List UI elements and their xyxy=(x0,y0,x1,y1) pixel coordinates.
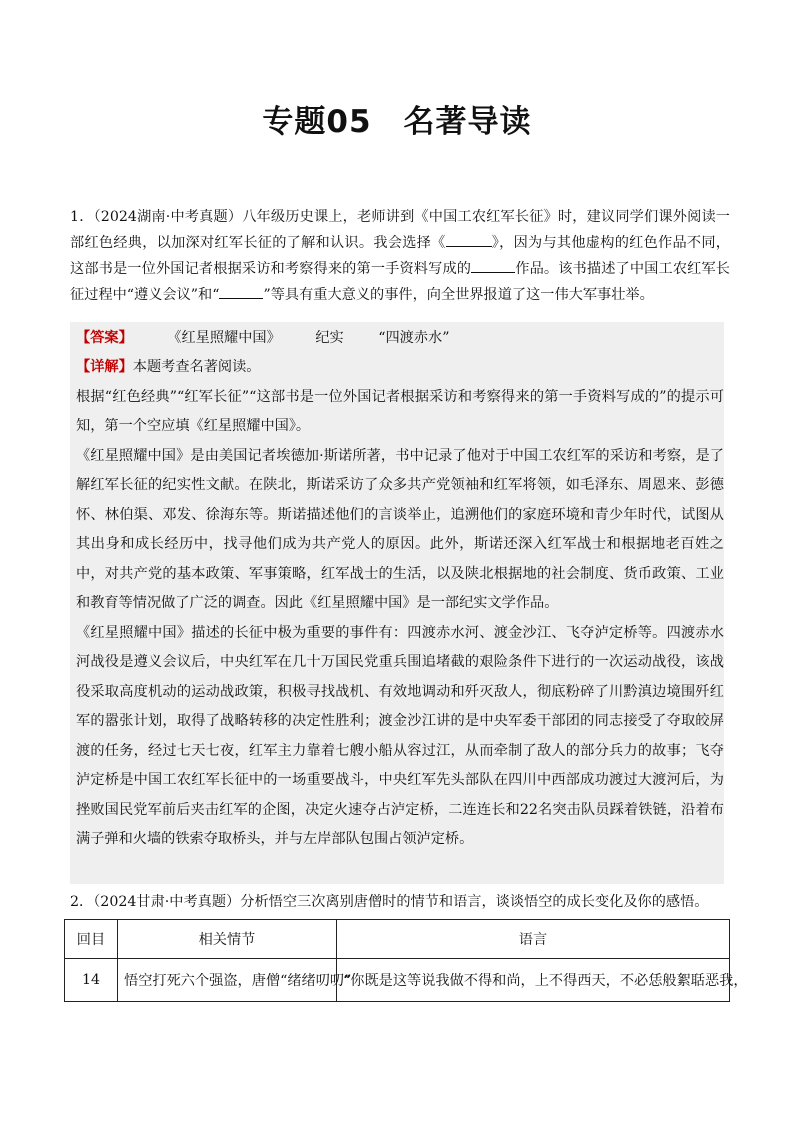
question-text: 》，因为与其他虚构的红色作品不同，这部书是一位外国记者根据采访和考察得来的第一手资料写成的 xyxy=(70,235,730,277)
answer-item: 《红星照耀中国》 xyxy=(167,330,281,346)
question-source: （2024湖南·中考真题） xyxy=(93,209,243,225)
question-1 xyxy=(70,204,730,308)
answer-blank xyxy=(219,298,263,299)
table-cell: 14 xyxy=(65,959,118,1002)
page-title: 专题05 名著导读 xyxy=(262,104,532,140)
detail-intro-text: 本题考查名著阅读。 xyxy=(132,359,261,375)
detail-intro xyxy=(76,353,724,383)
question-number: 1． xyxy=(70,209,94,225)
table-header-row xyxy=(65,920,730,959)
analysis-table xyxy=(64,919,748,1002)
table-header: 相关情节 xyxy=(118,920,337,959)
question-2 xyxy=(70,889,730,915)
table-cell xyxy=(337,959,748,1002)
table-row xyxy=(65,959,730,1002)
answer-blank xyxy=(446,246,492,247)
detail-label: 【详解】 xyxy=(76,359,133,375)
detail-paragraph: 《红星照耀中国》是由美国记者埃德加·斯诺所著，书中记录了他对于中国工农红军的采访和考察，是了解红军长征的纪实性文献。在陕北，斯诺采访了众多共产党领袖和红军将领，如毛泽东、周恩来、彭德怀、林伯渠、邓发、徐海东等。斯诺描述他们的言谈举止，追溯他们的家庭环境和青少年时代，试图从其出身和成长经历中，找寻他们成为共产党人的原因。此外，斯诺还深入红军战士和根据地老百姓之中，对共产党的基本政策、军事策略，红军战士的生活，以及陕北根据地的社会制度、货币政策、工业和教育等情况做了广泛的调查。因此《红星照耀中国》是一部纪实文学作品。 xyxy=(76,447,724,611)
table-cell-text: 悟空打死六个强盗，唐僧“绪绪叨叨” xyxy=(124,973,352,989)
question-text: 分析悟空三次离别唐僧时的情节和语言，谈谈悟空的成长变化及你的感悟。 xyxy=(240,894,709,910)
question-text: 八年级历史课上，老师讲到《中国工农红军长征》时，建议同学们课外阅读一部红色经典，以加深对红军长征的了解和认识。我会选择《 xyxy=(70,209,730,251)
table-cell-text: “你既是这等说我做不得和尚，上不得西天，不必恁般絮聒恶我， xyxy=(343,973,748,989)
detail-paragraph: 根据“红色经典”“红军长征”“这部书是一位外国记者根据采访和考察得来的第一手资料写成的”的提示可知，第一个空应填《红星照耀中国》。 xyxy=(76,388,724,434)
table-header: 语言 xyxy=(337,920,730,959)
table-header: 回目 xyxy=(65,920,118,959)
question-number: 2． xyxy=(70,894,94,910)
answer-label: 【答案】 xyxy=(76,330,133,346)
question-source: （2024甘肃·中考真题） xyxy=(93,894,241,910)
answer-item: 纪实 xyxy=(315,330,344,346)
detail-paragraph: 《红星照耀中国》描述的长征中极为重要的事件有：四渡赤水河、渡金沙江、飞夺泸定桥等。四渡赤水河战役是遵义会议后，中央红军在几十万国民党重兵围追堵截的艰险条件下进行的一次运动战役，该战役采取高度机动的运动战政策，积极寻找战机、有效地调动和歼灭敌人，彻底粉碎了川黔滇边境围歼红军的嚣张计划，取得了战略转移的决定性胜利；渡金沙江讲的是中央军委干部团的同志接受了夺取皎屏渡的任务，经过七天七夜，红军主力靠着七艘小船从容过江，从而牵制了敌人的部分兵力的故事；飞夺泸定桥是中国工农红军长征中的一场重要战斗，中央红军先头部队在四川中西部成功渡过大渡河后，为挫败国民党军前后夹击红军的企图，决定火速夺占泸定桥，二连连长和22名突击队员踩着铁链，沿着布满子弹和火墙的铁索夺取桥头，并与左岸部队包围占领泸定桥。 xyxy=(76,624,724,847)
answer-item: “四渡赤水” xyxy=(378,330,450,346)
answer-line xyxy=(76,325,724,351)
answer-blank xyxy=(471,272,515,273)
question-text: ”等具有重大意义的事件，向全世界报道了这一伟大军事壮举。 xyxy=(263,287,654,303)
answer-section xyxy=(70,322,724,884)
table-cell xyxy=(118,959,352,1002)
question-text: 作品。该书描述了中国工农红军长征过程中“遵义会议”和“ xyxy=(70,261,730,303)
